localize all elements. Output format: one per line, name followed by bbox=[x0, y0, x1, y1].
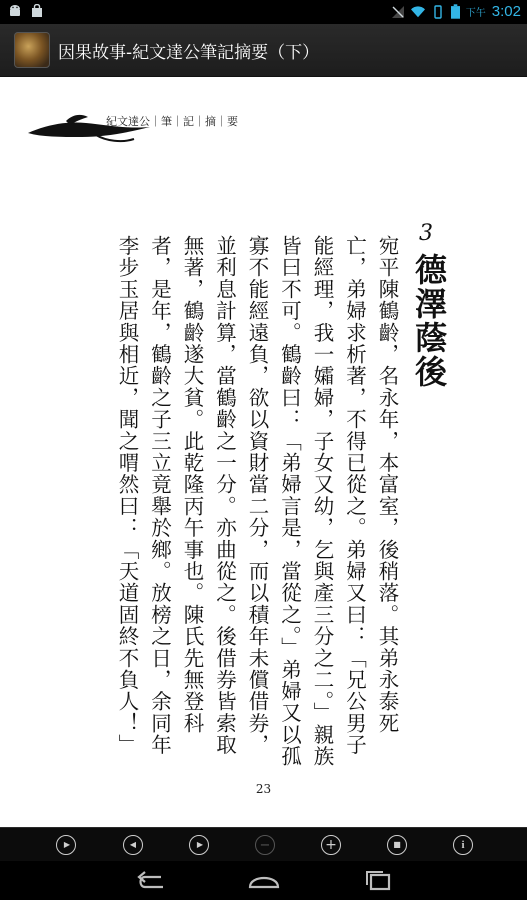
android-icon bbox=[8, 4, 22, 18]
chapter-title: 德澤蔭後 bbox=[410, 253, 448, 389]
zoom-out-button[interactable] bbox=[255, 835, 275, 855]
book-page[interactable] bbox=[0, 77, 527, 827]
play-button[interactable] bbox=[56, 835, 76, 855]
reader-toolbar bbox=[0, 827, 527, 862]
paragraph: 宛平陳鶴齡，名永年，本富室，後稍落。其弟永泰死亡，弟婦求析著，不得已從之。弟婦又曰：「兄公男子能經理，我一孀婦，子女又幼，乞與產三分之二。」親族皆曰不可。鶴齡曰：「弟婦言是，當從之。」弟婦又以孤寡不能經遠負，欲以資財當二分，而以積年未償借券，並利息計算，當鶴齡之一分。亦曲從之。後借券皆索取無著，鶴齡遂大貧。此乾隆丙午事也。陳氏先無登科者，是年，鶴齡之子三立竟舉於鄉。放榜之日，余同年李步玉居與相近，聞之喟然曰：「天道固終不負人！」 bbox=[115, 235, 399, 768]
running-header: 紀文達公｜筆｜記｜摘｜要 bbox=[106, 115, 238, 128]
body-text bbox=[111, 235, 404, 775]
back-icon[interactable] bbox=[131, 869, 171, 893]
status-bar bbox=[0, 0, 527, 24]
app-title: 因果故事-紀文達公筆記摘要（下） bbox=[58, 43, 320, 63]
phone-icon bbox=[431, 5, 445, 19]
bag-icon bbox=[30, 4, 44, 18]
chapter-number: 3 bbox=[419, 221, 433, 246]
page-number: 23 bbox=[255, 782, 272, 796]
fit-page-button[interactable] bbox=[387, 835, 407, 855]
recent-apps-icon[interactable] bbox=[357, 869, 397, 893]
notification-icons bbox=[8, 4, 44, 18]
home-icon[interactable] bbox=[244, 869, 284, 893]
previous-page-button[interactable] bbox=[123, 835, 143, 855]
navigation-bar bbox=[0, 861, 527, 900]
arrow-right-icon: ▶ bbox=[196, 840, 204, 849]
signal-off-icon bbox=[391, 5, 405, 19]
next-page-button[interactable] bbox=[189, 835, 209, 855]
system-icons bbox=[391, 3, 521, 20]
clock: 3:02 bbox=[491, 3, 521, 20]
time-period-label: 下午 bbox=[465, 8, 486, 19]
play-icon: ▶ bbox=[63, 840, 71, 849]
arrow-left-icon: ◀ bbox=[129, 840, 137, 849]
battery-icon bbox=[451, 4, 460, 19]
info-button[interactable] bbox=[453, 835, 473, 855]
plus-icon: + bbox=[325, 837, 337, 853]
wifi-icon bbox=[411, 5, 425, 19]
book-app-icon[interactable] bbox=[14, 32, 50, 68]
minus-icon: − bbox=[259, 837, 271, 853]
action-bar bbox=[0, 24, 527, 77]
info-icon: i bbox=[461, 838, 465, 851]
fit-icon: ■ bbox=[393, 840, 401, 849]
zoom-in-button[interactable] bbox=[321, 835, 341, 855]
